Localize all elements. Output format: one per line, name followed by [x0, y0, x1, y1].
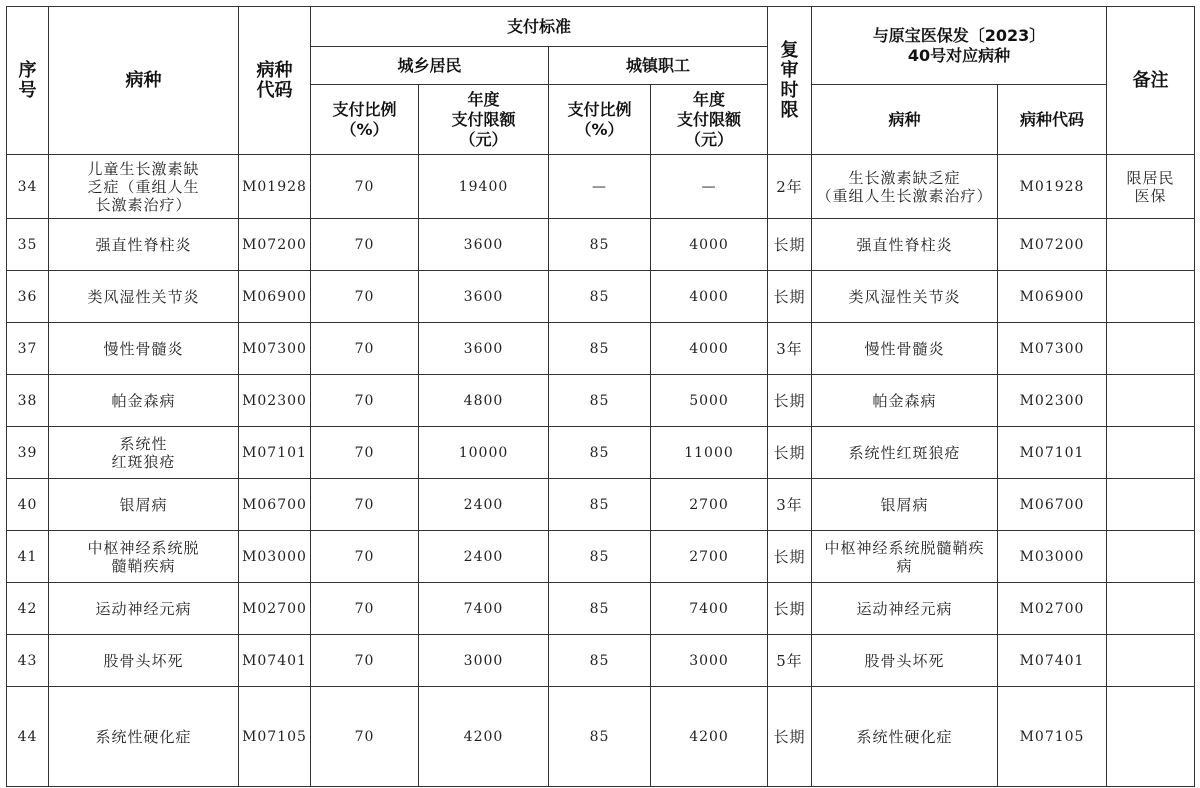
cell-us-limit: 3000	[651, 635, 768, 687]
header-ur-limit: 年度 支付限额 （元）	[419, 85, 549, 155]
cell-remark	[1107, 531, 1195, 583]
cell-code: M07101	[239, 427, 311, 479]
header-orig-disease: 病种	[812, 85, 998, 155]
cell-us-limit: 4200	[651, 687, 768, 787]
table-row	[7, 219, 1195, 271]
cell-code: M07200	[239, 219, 311, 271]
cell-seq: 37	[7, 323, 49, 375]
cell-disease: 儿童生长激素缺 乏症（重组人生 长激素治疗）	[49, 155, 239, 219]
cell-code: M06700	[239, 479, 311, 531]
cell-remark	[1107, 323, 1195, 375]
cell-orig-disease: 系统性硬化症	[812, 687, 998, 787]
cell-code: M02700	[239, 583, 311, 635]
cell-ur-limit: 3000	[419, 635, 549, 687]
cell-ur-limit: 4200	[419, 687, 549, 787]
cell-orig-code: M02300	[998, 375, 1107, 427]
cell-orig-disease: 中枢神经系统脱髓鞘疾 病	[812, 531, 998, 583]
cell-remark	[1107, 687, 1195, 787]
cell-remark	[1107, 219, 1195, 271]
cell-ur-limit: 2400	[419, 531, 549, 583]
cell-disease: 系统性 红斑狼疮	[49, 427, 239, 479]
cell-remark: 限居民 医保	[1107, 155, 1195, 219]
cell-review: 长期	[768, 219, 812, 271]
cell-seq: 35	[7, 219, 49, 271]
cell-review: 5年	[768, 635, 812, 687]
cell-code: M01928	[239, 155, 311, 219]
cell-remark	[1107, 375, 1195, 427]
cell-disease: 慢性骨髓炎	[49, 323, 239, 375]
cell-ur-limit: 10000	[419, 427, 549, 479]
cell-remark	[1107, 583, 1195, 635]
header-code: 病种 代码	[239, 7, 311, 155]
cell-disease: 运动神经元病	[49, 583, 239, 635]
table-row	[7, 155, 1195, 219]
cell-code: M07300	[239, 323, 311, 375]
cell-remark	[1107, 479, 1195, 531]
cell-ur-ratio: 70	[311, 635, 419, 687]
header-original-disease: 与原宝医保发〔2023〕 40号对应病种	[812, 7, 1107, 85]
header-review-period: 复 审 时 限	[768, 7, 812, 155]
table-row	[7, 323, 1195, 375]
header-disease: 病种	[49, 7, 239, 155]
cell-ur-ratio: 70	[311, 479, 419, 531]
cell-us-ratio: 85	[549, 271, 651, 323]
header-urban-rural: 城乡居民	[311, 47, 549, 85]
cell-orig-code: M06900	[998, 271, 1107, 323]
cell-disease: 系统性硬化症	[49, 687, 239, 787]
cell-seq: 39	[7, 427, 49, 479]
cell-code: M06900	[239, 271, 311, 323]
cell-review: 3年	[768, 323, 812, 375]
header-urban-staff: 城镇职工	[549, 47, 768, 85]
table-row	[7, 687, 1195, 787]
header-us-limit: 年度 支付限额 （元）	[651, 85, 768, 155]
table-row	[7, 583, 1195, 635]
cell-orig-disease: 运动神经元病	[812, 583, 998, 635]
cell-ur-limit: 19400	[419, 155, 549, 219]
cell-orig-code: M07300	[998, 323, 1107, 375]
cell-review: 长期	[768, 583, 812, 635]
header-pay-standard: 支付标准	[311, 7, 768, 47]
cell-seq: 42	[7, 583, 49, 635]
table-row	[7, 375, 1195, 427]
header-orig-code: 病种代码	[998, 85, 1107, 155]
cell-seq: 41	[7, 531, 49, 583]
cell-orig-code: M07200	[998, 219, 1107, 271]
cell-us-limit: 2700	[651, 479, 768, 531]
table-container	[6, 6, 1195, 787]
cell-orig-disease: 银屑病	[812, 479, 998, 531]
cell-seq: 44	[7, 687, 49, 787]
cell-us-ratio: 85	[549, 427, 651, 479]
cell-orig-disease: 类风湿性关节炎	[812, 271, 998, 323]
cell-ur-limit: 3600	[419, 219, 549, 271]
cell-code: M02300	[239, 375, 311, 427]
cell-ur-limit: 3600	[419, 271, 549, 323]
cell-disease: 股骨头坏死	[49, 635, 239, 687]
cell-ur-limit: 4800	[419, 375, 549, 427]
cell-orig-disease: 帕金森病	[812, 375, 998, 427]
cell-us-limit: 4000	[651, 219, 768, 271]
cell-orig-disease: 系统性红斑狼疮	[812, 427, 998, 479]
cell-ur-ratio: 70	[311, 583, 419, 635]
cell-seq: 40	[7, 479, 49, 531]
cell-disease: 银屑病	[49, 479, 239, 531]
cell-code: M07105	[239, 687, 311, 787]
header-seq: 序 号	[7, 7, 49, 155]
cell-review: 长期	[768, 687, 812, 787]
table-row	[7, 479, 1195, 531]
cell-ur-ratio: 70	[311, 375, 419, 427]
cell-ur-ratio: 70	[311, 531, 419, 583]
cell-ur-limit: 3600	[419, 323, 549, 375]
cell-ur-ratio: 70	[311, 219, 419, 271]
cell-orig-code: M02700	[998, 583, 1107, 635]
cell-disease: 强直性脊柱炎	[49, 219, 239, 271]
cell-ur-ratio: 70	[311, 427, 419, 479]
cell-us-ratio: 85	[549, 531, 651, 583]
cell-us-ratio: —	[549, 155, 651, 219]
cell-review: 3年	[768, 479, 812, 531]
cell-orig-code: M07105	[998, 687, 1107, 787]
cell-ur-ratio: 70	[311, 155, 419, 219]
cell-orig-code: M07101	[998, 427, 1107, 479]
cell-remark	[1107, 427, 1195, 479]
cell-us-limit: 4000	[651, 323, 768, 375]
cell-remark	[1107, 635, 1195, 687]
cell-seq: 36	[7, 271, 49, 323]
cell-ur-ratio: 70	[311, 323, 419, 375]
disease-payment-table	[6, 6, 1195, 787]
cell-seq: 34	[7, 155, 49, 219]
cell-ur-limit: 7400	[419, 583, 549, 635]
header-remark: 备注	[1107, 7, 1195, 155]
header-us-ratio: 支付比例 （%）	[549, 85, 651, 155]
cell-ur-ratio: 70	[311, 687, 419, 787]
cell-us-ratio: 85	[549, 323, 651, 375]
table-row	[7, 531, 1195, 583]
cell-us-limit: 2700	[651, 531, 768, 583]
header-ur-ratio: 支付比例 （%）	[311, 85, 419, 155]
cell-code: M07401	[239, 635, 311, 687]
cell-us-ratio: 85	[549, 635, 651, 687]
cell-remark	[1107, 271, 1195, 323]
cell-us-ratio: 85	[549, 479, 651, 531]
cell-us-ratio: 85	[549, 687, 651, 787]
cell-review: 长期	[768, 271, 812, 323]
cell-orig-code: M01928	[998, 155, 1107, 219]
table-row	[7, 427, 1195, 479]
table-row	[7, 635, 1195, 687]
cell-us-limit: —	[651, 155, 768, 219]
cell-orig-disease: 生长激素缺乏症 （重组人生长激素治疗）	[812, 155, 998, 219]
cell-orig-code: M03000	[998, 531, 1107, 583]
cell-disease: 类风湿性关节炎	[49, 271, 239, 323]
cell-us-ratio: 85	[549, 219, 651, 271]
cell-us-ratio: 85	[549, 375, 651, 427]
cell-orig-disease: 强直性脊柱炎	[812, 219, 998, 271]
cell-review: 长期	[768, 375, 812, 427]
cell-seq: 43	[7, 635, 49, 687]
table-row	[7, 271, 1195, 323]
cell-code: M03000	[239, 531, 311, 583]
cell-us-limit: 4000	[651, 271, 768, 323]
cell-review: 长期	[768, 427, 812, 479]
cell-us-ratio: 85	[549, 583, 651, 635]
cell-disease: 帕金森病	[49, 375, 239, 427]
cell-ur-limit: 2400	[419, 479, 549, 531]
cell-seq: 38	[7, 375, 49, 427]
cell-review: 长期	[768, 531, 812, 583]
cell-orig-code: M07401	[998, 635, 1107, 687]
cell-us-limit: 7400	[651, 583, 768, 635]
cell-disease: 中枢神经系统脱 髓鞘疾病	[49, 531, 239, 583]
cell-orig-disease: 股骨头坏死	[812, 635, 998, 687]
cell-us-limit: 11000	[651, 427, 768, 479]
cell-orig-disease: 慢性骨髓炎	[812, 323, 998, 375]
cell-orig-code: M06700	[998, 479, 1107, 531]
cell-us-limit: 5000	[651, 375, 768, 427]
cell-ur-ratio: 70	[311, 271, 419, 323]
cell-review: 2年	[768, 155, 812, 219]
